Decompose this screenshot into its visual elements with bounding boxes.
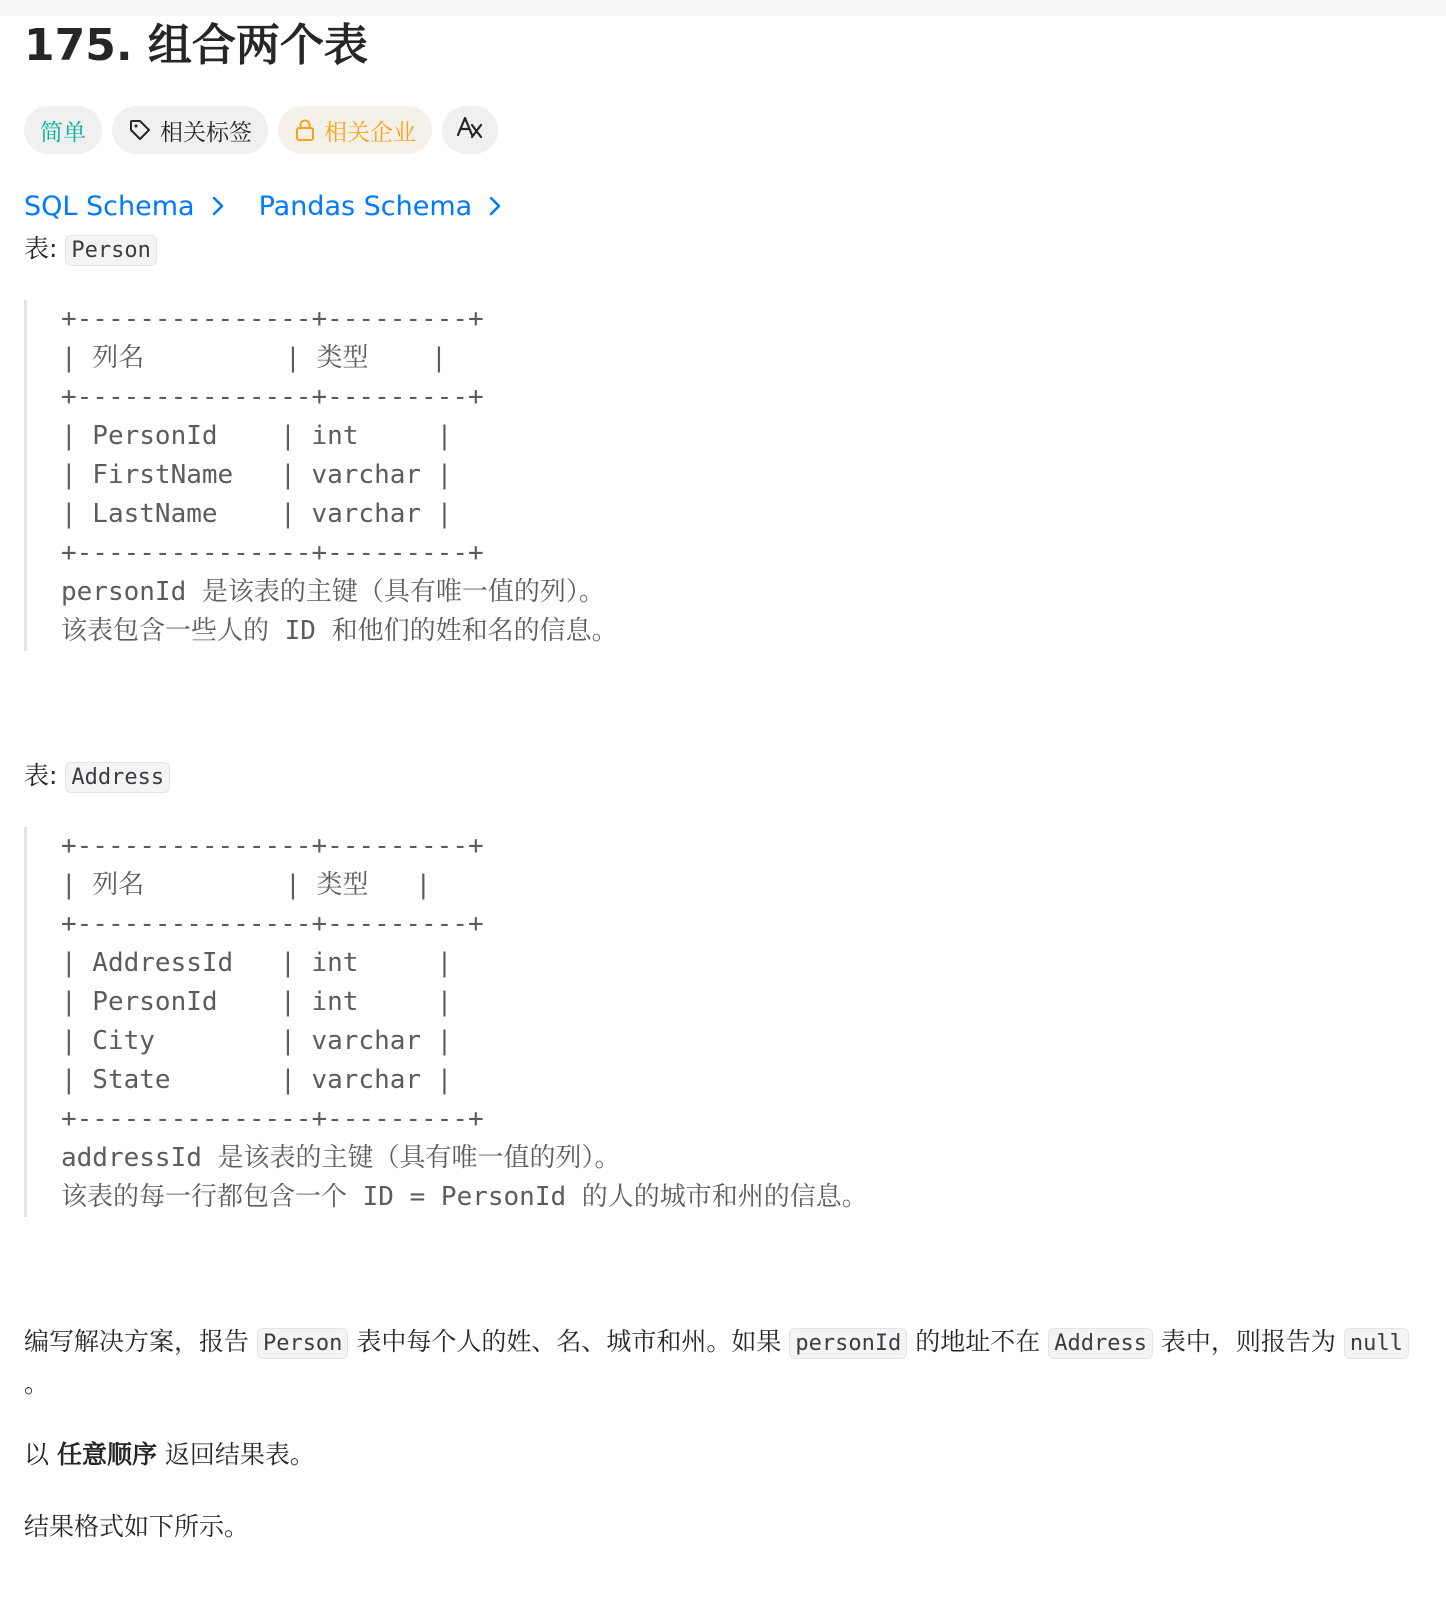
person-schema-block: +---------------+---------+ | 列名 | 类型 | +---------------+---------+ | PersonId | int | | FirstName | varchar | | LastName | varchar | +---------------+---------+ personId 是该表的主键（具有唯一值的列）。 该表包含一些人的 ID 和他们的姓和名的信息。: [24, 300, 618, 651]
text-span: 表中每个人的姓、名、城市和州。如果: [348, 1327, 790, 1356]
table-person-heading: [24, 230, 157, 270]
text-span: 。: [24, 1369, 50, 1398]
inline-code-person: Person: [257, 1328, 348, 1359]
tag-icon: [128, 118, 152, 142]
difficulty-label: 简单: [40, 119, 86, 146]
lock-icon: [294, 118, 316, 142]
format-paragraph: 结果格式如下所示。: [24, 1512, 250, 1541]
difficulty-badge[interactable]: [24, 106, 102, 154]
related-companies-button[interactable]: [278, 106, 432, 154]
pandas-schema-link[interactable]: [259, 191, 503, 222]
text-span: 的地址不在: [907, 1327, 1049, 1356]
related-tags-label: 相关标签: [160, 119, 252, 146]
text-span: 返回结果表。: [156, 1440, 315, 1469]
inline-code-address: Address: [1048, 1328, 1153, 1359]
table-name-code: Person: [65, 235, 156, 266]
related-companies-label: 相关企业: [324, 119, 416, 146]
translate-button[interactable]: [442, 106, 498, 154]
translate-icon: [456, 114, 484, 146]
inline-code-personid: personId: [789, 1328, 907, 1359]
text-span: 表中，则报告为: [1152, 1327, 1344, 1356]
table-label: 表:: [24, 761, 66, 790]
schema-links: [24, 184, 502, 228]
problem-title: 175. 组合两个表: [24, 20, 368, 71]
table-label: 表:: [24, 234, 66, 263]
top-bar: [0, 0, 1446, 16]
table-address-heading: [24, 757, 170, 797]
order-paragraph: [24, 1435, 1414, 1475]
related-tags-button[interactable]: [112, 106, 268, 154]
chevron-right-icon: [211, 195, 225, 217]
inline-code-null: null: [1344, 1328, 1409, 1359]
bold-text: 任意顺序: [56, 1440, 157, 1469]
chevron-right-icon: [488, 195, 502, 217]
description-paragraph: [24, 1322, 1414, 1404]
sql-schema-link[interactable]: [24, 191, 225, 222]
sql-schema-label: SQL Schema: [24, 190, 195, 222]
text-span: 以: [24, 1440, 57, 1469]
pandas-schema-label: Pandas Schema: [258, 190, 473, 222]
tag-row: [24, 106, 498, 154]
address-schema-block: +---------------+---------+ | 列名 | 类型 | +---------------+---------+ | AddressId | int | | PersonId | int | | City | varchar | | State | varchar | +---------------+---------+ addressId 是该表的主键（具有唯一值的列）。 该表的每一行都包含一个 ID = PersonId 的人的城市和州的信息。: [24, 827, 868, 1217]
table-name-code: Address: [65, 762, 170, 793]
text-span: 编写解决方案，报告: [24, 1327, 257, 1356]
